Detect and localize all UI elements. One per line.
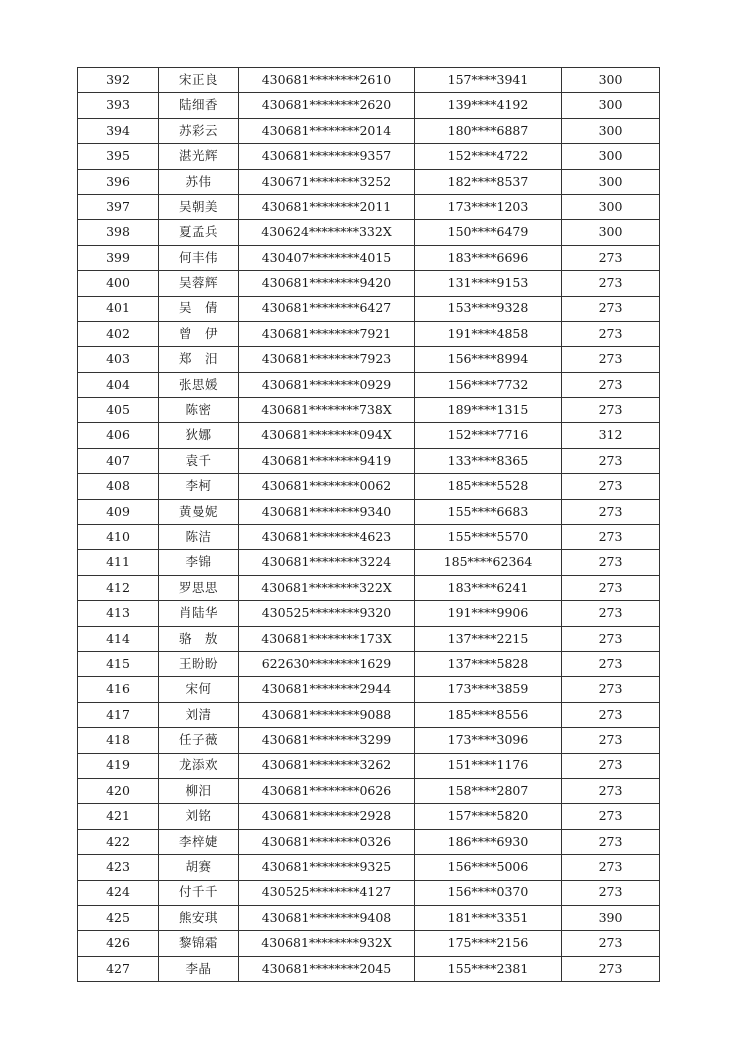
table-row bbox=[78, 448, 660, 473]
phone-cell: 189****1315 bbox=[415, 398, 562, 423]
name-cell: 狄娜 bbox=[159, 423, 239, 448]
table-row bbox=[78, 194, 660, 219]
amount-cell: 273 bbox=[562, 931, 660, 956]
table-row bbox=[78, 220, 660, 245]
amount-cell: 273 bbox=[562, 499, 660, 524]
row-number-cell: 419 bbox=[78, 753, 159, 778]
row-number-cell: 394 bbox=[78, 118, 159, 143]
table-row bbox=[78, 321, 660, 346]
amount-cell: 300 bbox=[562, 220, 660, 245]
id-number-cell: 430681********0326 bbox=[239, 829, 415, 854]
amount-cell: 273 bbox=[562, 550, 660, 575]
id-number-cell: 430681********2944 bbox=[239, 677, 415, 702]
id-number-cell: 430681********7923 bbox=[239, 347, 415, 372]
amount-cell: 273 bbox=[562, 855, 660, 880]
phone-cell: 152****7716 bbox=[415, 423, 562, 448]
name-cell: 李梓婕 bbox=[159, 829, 239, 854]
row-number-cell: 411 bbox=[78, 550, 159, 575]
name-cell: 王盼盼 bbox=[159, 651, 239, 676]
table-row bbox=[78, 753, 660, 778]
name-cell: 龙添欢 bbox=[159, 753, 239, 778]
row-number-cell: 422 bbox=[78, 829, 159, 854]
name-cell: 胡赛 bbox=[159, 855, 239, 880]
table-row bbox=[78, 880, 660, 905]
id-number-cell: 430681********3224 bbox=[239, 550, 415, 575]
id-number-cell: 430681********2045 bbox=[239, 956, 415, 981]
name-cell: 刘清 bbox=[159, 702, 239, 727]
amount-cell: 273 bbox=[562, 956, 660, 981]
phone-cell: 173****3859 bbox=[415, 677, 562, 702]
amount-cell: 273 bbox=[562, 677, 660, 702]
id-number-cell: 430681********9088 bbox=[239, 702, 415, 727]
row-number-cell: 425 bbox=[78, 905, 159, 930]
phone-cell: 157****3941 bbox=[415, 68, 562, 93]
id-number-cell: 430681********6427 bbox=[239, 296, 415, 321]
amount-cell: 273 bbox=[562, 347, 660, 372]
id-number-cell: 430681********0062 bbox=[239, 474, 415, 499]
name-cell: 罗思思 bbox=[159, 575, 239, 600]
amount-cell: 273 bbox=[562, 398, 660, 423]
table-row bbox=[78, 372, 660, 397]
name-cell: 柳汨 bbox=[159, 778, 239, 803]
phone-cell: 181****3351 bbox=[415, 905, 562, 930]
id-number-cell: 430681********9420 bbox=[239, 271, 415, 296]
id-number-cell: 430681********173X bbox=[239, 626, 415, 651]
name-cell: 吴蓉辉 bbox=[159, 271, 239, 296]
row-number-cell: 402 bbox=[78, 321, 159, 346]
name-cell: 肖陆华 bbox=[159, 601, 239, 626]
amount-cell: 273 bbox=[562, 651, 660, 676]
id-number-cell: 430681********094X bbox=[239, 423, 415, 448]
row-number-cell: 417 bbox=[78, 702, 159, 727]
row-number-cell: 400 bbox=[78, 271, 159, 296]
table-row bbox=[78, 499, 660, 524]
row-number-cell: 424 bbox=[78, 880, 159, 905]
table-row bbox=[78, 144, 660, 169]
amount-cell: 273 bbox=[562, 880, 660, 905]
name-cell: 熊安琪 bbox=[159, 905, 239, 930]
row-number-cell: 418 bbox=[78, 728, 159, 753]
table-row bbox=[78, 575, 660, 600]
name-cell: 李晶 bbox=[159, 956, 239, 981]
row-number-cell: 397 bbox=[78, 194, 159, 219]
name-cell: 陆细香 bbox=[159, 93, 239, 118]
row-number-cell: 427 bbox=[78, 956, 159, 981]
id-number-cell: 430681********2928 bbox=[239, 804, 415, 829]
table-row bbox=[78, 626, 660, 651]
table-row bbox=[78, 296, 660, 321]
table-row bbox=[78, 118, 660, 143]
row-number-cell: 414 bbox=[78, 626, 159, 651]
amount-cell: 300 bbox=[562, 118, 660, 143]
row-number-cell: 405 bbox=[78, 398, 159, 423]
table-row bbox=[78, 677, 660, 702]
phone-cell: 182****8537 bbox=[415, 169, 562, 194]
row-number-cell: 408 bbox=[78, 474, 159, 499]
name-cell: 李柯 bbox=[159, 474, 239, 499]
phone-cell: 186****6930 bbox=[415, 829, 562, 854]
table-row bbox=[78, 702, 660, 727]
phone-cell: 191****4858 bbox=[415, 321, 562, 346]
phone-cell: 183****6241 bbox=[415, 575, 562, 600]
amount-cell: 273 bbox=[562, 448, 660, 473]
phone-cell: 152****4722 bbox=[415, 144, 562, 169]
phone-cell: 153****9328 bbox=[415, 296, 562, 321]
phone-cell: 156****0370 bbox=[415, 880, 562, 905]
name-cell: 袁千 bbox=[159, 448, 239, 473]
id-number-cell: 430681********2011 bbox=[239, 194, 415, 219]
id-number-cell: 430681********322X bbox=[239, 575, 415, 600]
table-row bbox=[78, 931, 660, 956]
phone-cell: 157****5820 bbox=[415, 804, 562, 829]
name-cell: 吴 倩 bbox=[159, 296, 239, 321]
phone-cell: 155****6683 bbox=[415, 499, 562, 524]
id-number-cell: 430681********9340 bbox=[239, 499, 415, 524]
table-row bbox=[78, 601, 660, 626]
phone-cell: 173****1203 bbox=[415, 194, 562, 219]
row-number-cell: 393 bbox=[78, 93, 159, 118]
amount-cell: 300 bbox=[562, 93, 660, 118]
id-number-cell: 430681********9357 bbox=[239, 144, 415, 169]
name-cell: 苏伟 bbox=[159, 169, 239, 194]
row-number-cell: 399 bbox=[78, 245, 159, 270]
name-cell: 宋何 bbox=[159, 677, 239, 702]
phone-cell: 137****2215 bbox=[415, 626, 562, 651]
amount-cell: 300 bbox=[562, 194, 660, 219]
name-cell: 张思媛 bbox=[159, 372, 239, 397]
table-row bbox=[78, 169, 660, 194]
amount-cell: 390 bbox=[562, 905, 660, 930]
id-number-cell: 430681********0929 bbox=[239, 372, 415, 397]
name-cell: 付千千 bbox=[159, 880, 239, 905]
id-number-cell: 430681********2620 bbox=[239, 93, 415, 118]
amount-cell: 312 bbox=[562, 423, 660, 448]
amount-cell: 273 bbox=[562, 626, 660, 651]
id-number-cell: 622630********1629 bbox=[239, 651, 415, 676]
phone-cell: 185****5528 bbox=[415, 474, 562, 499]
amount-cell: 273 bbox=[562, 753, 660, 778]
row-number-cell: 392 bbox=[78, 68, 159, 93]
amount-cell: 300 bbox=[562, 144, 660, 169]
id-number-cell: 430681********738X bbox=[239, 398, 415, 423]
id-number-cell: 430525********4127 bbox=[239, 880, 415, 905]
name-cell: 曾 伊 bbox=[159, 321, 239, 346]
id-number-cell: 430681********3262 bbox=[239, 753, 415, 778]
phone-cell: 151****1176 bbox=[415, 753, 562, 778]
amount-cell: 273 bbox=[562, 372, 660, 397]
amount-cell: 273 bbox=[562, 804, 660, 829]
phone-cell: 133****8365 bbox=[415, 448, 562, 473]
roster-body bbox=[78, 68, 660, 982]
table-row bbox=[78, 398, 660, 423]
amount-cell: 273 bbox=[562, 321, 660, 346]
table-row bbox=[78, 245, 660, 270]
row-number-cell: 409 bbox=[78, 499, 159, 524]
id-number-cell: 430681********0626 bbox=[239, 778, 415, 803]
row-number-cell: 426 bbox=[78, 931, 159, 956]
table-row bbox=[78, 855, 660, 880]
name-cell: 郑 汨 bbox=[159, 347, 239, 372]
id-number-cell: 430671********3252 bbox=[239, 169, 415, 194]
phone-cell: 156****8994 bbox=[415, 347, 562, 372]
row-number-cell: 406 bbox=[78, 423, 159, 448]
amount-cell: 273 bbox=[562, 728, 660, 753]
name-cell: 刘铭 bbox=[159, 804, 239, 829]
id-number-cell: 430681********2610 bbox=[239, 68, 415, 93]
amount-cell: 273 bbox=[562, 778, 660, 803]
phone-cell: 156****7732 bbox=[415, 372, 562, 397]
phone-cell: 156****5006 bbox=[415, 855, 562, 880]
row-number-cell: 412 bbox=[78, 575, 159, 600]
name-cell: 宋正良 bbox=[159, 68, 239, 93]
name-cell: 湛光辉 bbox=[159, 144, 239, 169]
amount-cell: 273 bbox=[562, 525, 660, 550]
id-number-cell: 430681********9419 bbox=[239, 448, 415, 473]
row-number-cell: 416 bbox=[78, 677, 159, 702]
row-number-cell: 407 bbox=[78, 448, 159, 473]
table-row bbox=[78, 68, 660, 93]
phone-cell: 131****9153 bbox=[415, 271, 562, 296]
table-row bbox=[78, 525, 660, 550]
id-number-cell: 430624********332X bbox=[239, 220, 415, 245]
table-row bbox=[78, 423, 660, 448]
row-number-cell: 423 bbox=[78, 855, 159, 880]
amount-cell: 273 bbox=[562, 575, 660, 600]
table-row bbox=[78, 550, 660, 575]
id-number-cell: 430681********9408 bbox=[239, 905, 415, 930]
name-cell: 陈密 bbox=[159, 398, 239, 423]
row-number-cell: 401 bbox=[78, 296, 159, 321]
phone-cell: 175****2156 bbox=[415, 931, 562, 956]
amount-cell: 273 bbox=[562, 245, 660, 270]
row-number-cell: 404 bbox=[78, 372, 159, 397]
phone-cell: 191****9906 bbox=[415, 601, 562, 626]
table-row bbox=[78, 956, 660, 981]
name-cell: 陈洁 bbox=[159, 525, 239, 550]
id-number-cell: 430681********9325 bbox=[239, 855, 415, 880]
id-number-cell: 430681********932X bbox=[239, 931, 415, 956]
roster-table bbox=[77, 67, 660, 982]
name-cell: 李锦 bbox=[159, 550, 239, 575]
row-number-cell: 398 bbox=[78, 220, 159, 245]
row-number-cell: 410 bbox=[78, 525, 159, 550]
amount-cell: 273 bbox=[562, 296, 660, 321]
id-number-cell: 430525********9320 bbox=[239, 601, 415, 626]
table-row bbox=[78, 474, 660, 499]
amount-cell: 300 bbox=[562, 68, 660, 93]
table-row bbox=[78, 271, 660, 296]
row-number-cell: 421 bbox=[78, 804, 159, 829]
phone-cell: 155****2381 bbox=[415, 956, 562, 981]
amount-cell: 273 bbox=[562, 474, 660, 499]
phone-cell: 180****6887 bbox=[415, 118, 562, 143]
id-number-cell: 430681********3299 bbox=[239, 728, 415, 753]
row-number-cell: 396 bbox=[78, 169, 159, 194]
phone-cell: 183****6696 bbox=[415, 245, 562, 270]
row-number-cell: 395 bbox=[78, 144, 159, 169]
amount-cell: 300 bbox=[562, 169, 660, 194]
amount-cell: 273 bbox=[562, 271, 660, 296]
phone-cell: 139****4192 bbox=[415, 93, 562, 118]
id-number-cell: 430681********2014 bbox=[239, 118, 415, 143]
phone-cell: 185****8556 bbox=[415, 702, 562, 727]
phone-cell: 185****62364 bbox=[415, 550, 562, 575]
id-number-cell: 430681********7921 bbox=[239, 321, 415, 346]
phone-cell: 155****5570 bbox=[415, 525, 562, 550]
table-row bbox=[78, 728, 660, 753]
id-number-cell: 430681********4623 bbox=[239, 525, 415, 550]
phone-cell: 173****3096 bbox=[415, 728, 562, 753]
name-cell: 何丰伟 bbox=[159, 245, 239, 270]
phone-cell: 150****6479 bbox=[415, 220, 562, 245]
amount-cell: 273 bbox=[562, 702, 660, 727]
name-cell: 任子薇 bbox=[159, 728, 239, 753]
id-number-cell: 430407********4015 bbox=[239, 245, 415, 270]
row-number-cell: 420 bbox=[78, 778, 159, 803]
table-row bbox=[78, 93, 660, 118]
table-row bbox=[78, 778, 660, 803]
table-row bbox=[78, 804, 660, 829]
name-cell: 夏孟兵 bbox=[159, 220, 239, 245]
name-cell: 黄曼妮 bbox=[159, 499, 239, 524]
name-cell: 骆 敖 bbox=[159, 626, 239, 651]
table-row bbox=[78, 347, 660, 372]
phone-cell: 158****2807 bbox=[415, 778, 562, 803]
amount-cell: 273 bbox=[562, 829, 660, 854]
phone-cell: 137****5828 bbox=[415, 651, 562, 676]
table-row bbox=[78, 829, 660, 854]
table-row bbox=[78, 905, 660, 930]
row-number-cell: 415 bbox=[78, 651, 159, 676]
name-cell: 黎锦霜 bbox=[159, 931, 239, 956]
table-row bbox=[78, 651, 660, 676]
name-cell: 苏彩云 bbox=[159, 118, 239, 143]
name-cell: 吴朝美 bbox=[159, 194, 239, 219]
row-number-cell: 403 bbox=[78, 347, 159, 372]
amount-cell: 273 bbox=[562, 601, 660, 626]
row-number-cell: 413 bbox=[78, 601, 159, 626]
